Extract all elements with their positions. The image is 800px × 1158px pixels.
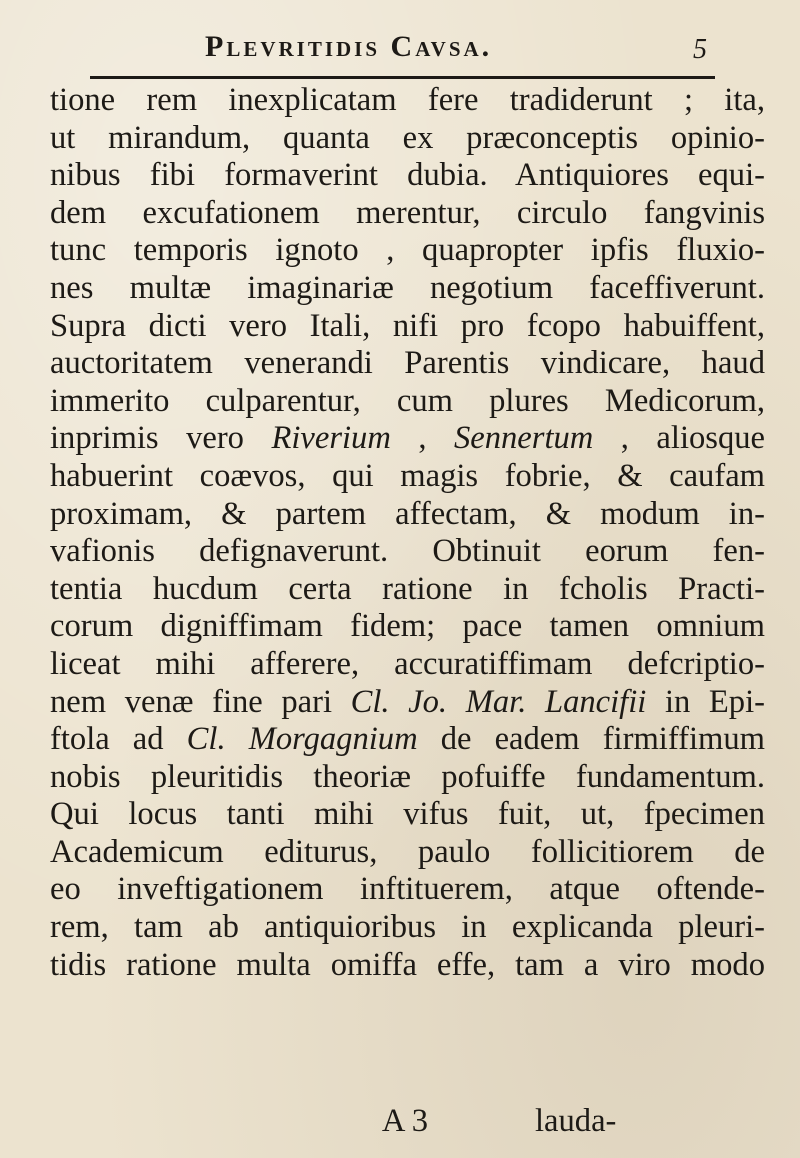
text-line: ut mirandum, quanta ex præconceptis opinio- <box>50 119 765 156</box>
italic-name: Sennertum <box>453 420 594 457</box>
text-line: rem, tam ab antiquioribus in explicanda pleuri- <box>50 909 765 946</box>
signature-mark: A 3 <box>381 1103 429 1139</box>
text-line: nobis pleuritidis theoriæ pofuiffe fundamentum. <box>50 758 765 795</box>
text-line: nes multæ imaginariæ negotium faceffiverunt. <box>50 269 765 306</box>
text-line: nibus fibi formaverint dubia. Antiquiores equi- <box>50 157 765 194</box>
text-line: Academicum editurus, paulo follicitiorem de <box>50 833 765 870</box>
italic-name: Riverium <box>271 420 391 457</box>
text-line: Supra dicti vero Itali, nifi pro fcopo habuiffent, <box>50 307 765 344</box>
text-line: vafionis defignaverunt. Obtinuit eorum fen- <box>50 533 765 570</box>
italic-name: Cl. Jo. Mar. Lancifii <box>350 683 647 720</box>
text-line: eo inveftigationem inftituerem, atque oftende- <box>50 871 765 908</box>
italic-name: Cl. Morgagnium <box>186 721 418 758</box>
text-line: auctoritatem venerandi Parentis vindicare, haud <box>50 345 765 382</box>
text-line: Qui locus tanti mihi vifus fuit, ut, fpecimen <box>50 796 765 833</box>
page-header <box>90 20 715 90</box>
catchword: lauda- <box>535 1103 617 1139</box>
body-text <box>50 82 765 984</box>
text-line: tunc temporis ignoto , quapropter ipfis fluxio- <box>50 232 765 269</box>
text-line: tione rem inexplicatam fere tradiderunt ; ita, <box>50 82 765 118</box>
text-line: proximam, & partem affectam, & modum in- <box>50 495 765 532</box>
text-line: tentia hucdum certa ratione in fcholis Practi- <box>50 570 765 607</box>
page-number: 5 <box>693 34 707 65</box>
text-line: dem excufationem merentur, circulo fangvinis <box>50 194 765 231</box>
text-line: ftola ad Cl. Morgagnium de eadem firmiffimum <box>50 721 765 758</box>
header-rule <box>90 76 715 79</box>
text-line: tidis ratione multa omiffa effe, tam a viro modo <box>50 946 765 983</box>
text-line: corum digniffimam fidem; pace tamen omnium <box>50 608 765 645</box>
text-line: liceat mihi afferere, accuratiffimam defcriptio- <box>50 645 765 682</box>
text-line: inprimis vero Riverium , Sennertum , aliosque <box>50 420 765 457</box>
text-line: habuerint coævos, qui magis fobrie, & caufam <box>50 457 765 494</box>
text-line: nem venæ fine pari Cl. Jo. Mar. Lancifii in Epi- <box>50 683 765 720</box>
text-line: immerito culparentur, cum plures Medicorum, <box>50 382 765 419</box>
page-footer <box>0 1101 800 1141</box>
running-title: Plevritidis Cavsa. <box>205 30 493 63</box>
